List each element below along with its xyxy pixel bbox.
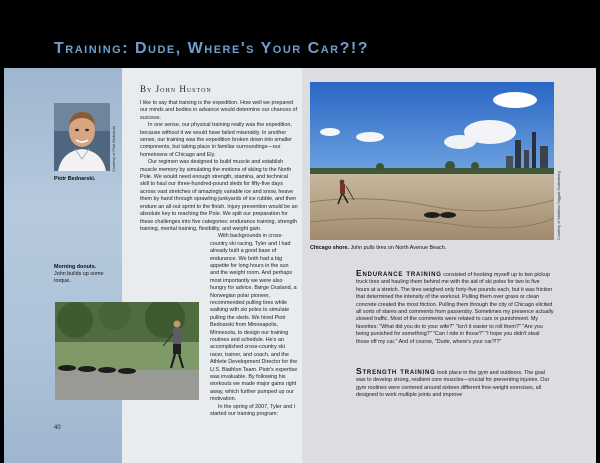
body-paragraph: I like to say that training is the expedition. How well we prepared our minds and bodies in advance would determine our chances of success. [140, 100, 298, 121]
endurance-section [356, 270, 554, 346]
shore-caption-bold: Chicago shore. [310, 245, 349, 251]
chicago-shore-photo [310, 82, 554, 240]
headshot-credit: Courtesy of Piotr Bednarski [112, 125, 116, 172]
strength-section [356, 368, 554, 400]
morning-caption [54, 264, 114, 285]
body-paragraph: Our regimen was designed to build muscle and establish muscle memory by simulating the motions of skiing to the North Pole. We would need enough strength, stamina, and technical skill to haul our three-hundred-pound sleds for fifty-five days across vast stretches of amazingly variable ice and snow, heave them by hand through sprawling junkyards of ice rubble, and then endure an all-out sprint to the finish. Injury prevention would be an absolute key to reaching the Pole. We split our preparation for these challenges into five categories: endurance training, strength training, mental training, flexibility, and weight gain. [140, 159, 298, 232]
strength-text: took place in the gym and outdoors. The goal was to develop strong, resilient core muscles—crucial for preventing injuries. Our gym routines were centered around sixteen different free-weight exercises, all designed to work multiple joints and improve [356, 370, 550, 399]
body-paragraph: In one sense, our physical training really was the expedition, because without it we would have failed miserably. In another sense, our training was the expedition broken down into smaller components, but taking place in familiar surroundings—our hometowns of Chicago and Ely. [140, 122, 292, 158]
page-number: 40 [54, 425, 61, 431]
byline: By John Huston [140, 84, 212, 94]
headshot-caption-name: Piotr Bednarski. [54, 176, 96, 182]
body-paragraph: In the spring of 2007, Tyler and I started our training program: [210, 403, 296, 418]
morning-caption-text: John builds up some torque. [54, 271, 104, 284]
body-paragraph: With backgrounds in cross-country ski racing, Tyler and I had already built a good base of endurance. We both had a big appetite for long hours in the sun and the weight room. And perhaps most importantly we were also hungry for advice. Børge Ousland, a Norwegian polar pioneer, recommended pulling tires while walking with ski poles to simulate pulling the sleds. We hired Piotr Bednarski from Minneapolis, Minnesota, to design our training routines and schedule. He's an accomplished cross-country ski racer, trainer, and coach, and the Athlete Development Director for the U.S. Biathlon Team. Piotr's expertise was invaluable. By following his workouts we made major gains right away, which further pumped up our motivation. [210, 233, 298, 403]
tire-pulling-photo [55, 302, 199, 400]
endurance-heading: Endurance training [356, 268, 442, 278]
endurance-text: consisted of hooking myself up to two pickup truck tires and hauling them behind me with the aid of ski poles for two to five hours at a stretch. The tires weighed only forty-five pounds each, but it was friction that determined the intensity of the workout. Pulling them over grass or clean concrete created the most friction. Pulling them through the city of Chicago elicited all sorts of stares and comments from passersby. Sometimes my presence actually slowed traffic. Most of the comments were related to cars or punishment. My favorites: "What did you do to your wife?" "Isn't it easier to roll them?" "Are you being punished for something?" "Can I ride in those?" "I hope you didn't steal those off my car." And of course, "Dude, where's your car?!?" [356, 272, 554, 345]
morning-caption-bold: Morning donuts. [54, 264, 97, 270]
shore-caption-text: John pulls tires on North Avenue Beach. [350, 245, 447, 251]
article-title: Training: Dude, Where's Your Car?!? [54, 40, 369, 57]
shore-photo-credit: Courtesy of Matthew Taggart-Guttenberg [557, 171, 561, 240]
strength-heading: Strength training [356, 366, 436, 376]
headshot-caption [54, 176, 95, 183]
shore-photo-caption [310, 245, 550, 252]
headshot-photo [54, 103, 110, 171]
